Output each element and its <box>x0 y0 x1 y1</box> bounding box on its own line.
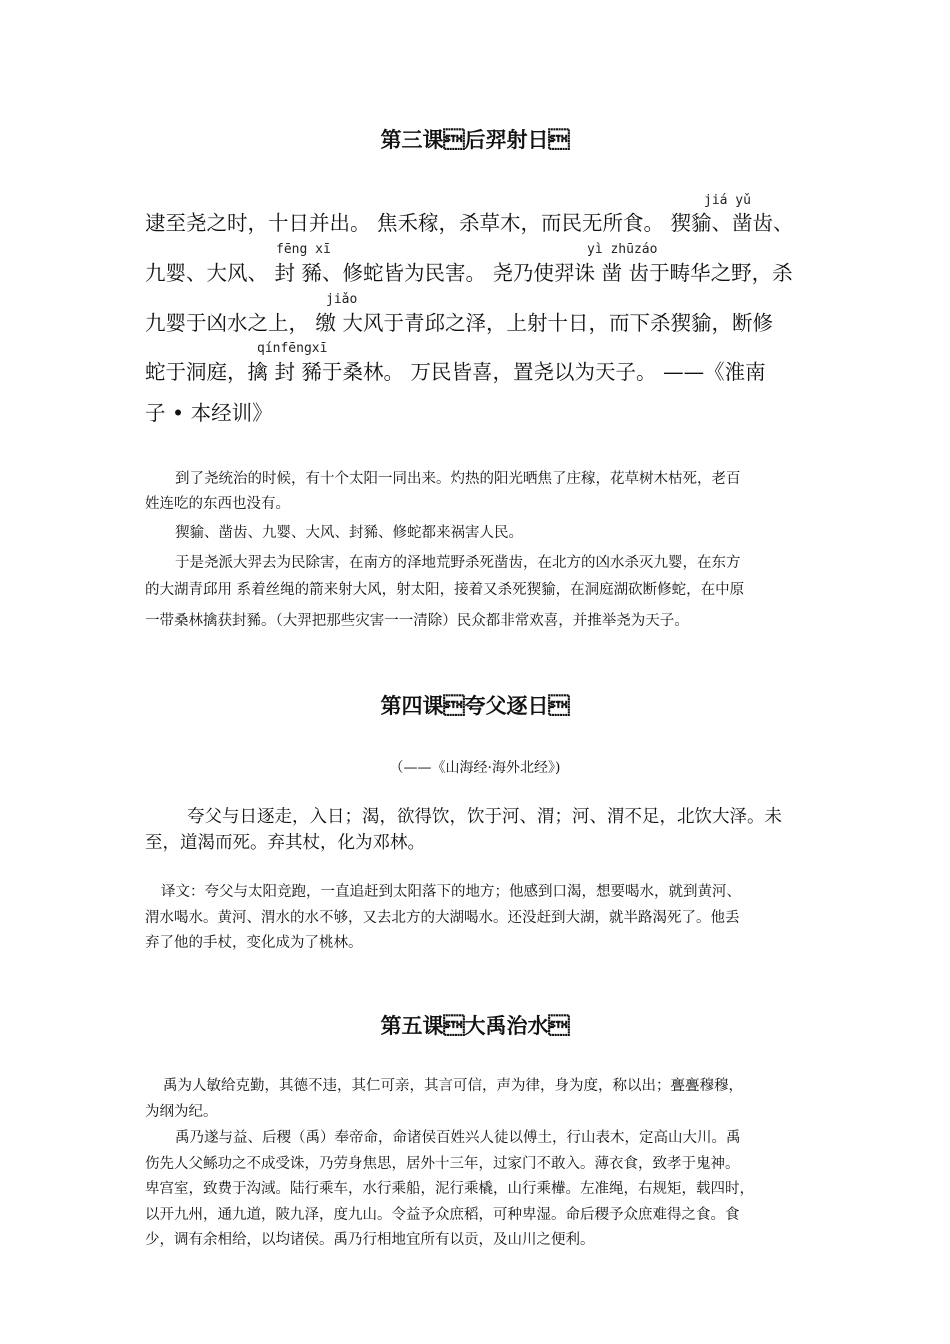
lesson3-text-line-5: 子 • 本经训》 <box>145 401 273 425</box>
pinyin-jiao: jiǎo <box>326 292 358 307</box>
lesson3-text-line-4: 蛇于洞庭，擒 封 豨于桑林。 万民皆喜，置尧以为天子。 ——《淮南 <box>145 360 766 384</box>
lesson5-text-line-4: 伤先人父鲧功之不成受诛，乃劳身焦思，居外十三年，过家门不敢入。薄衣食，致孝于鬼神。 <box>145 1156 740 1172</box>
lesson5-text-line-6: 以开九州，通九道，陂九泽，度九山。令益予众庶稻，可种卑湿。命后稷予众庶难得之食。食 <box>145 1207 740 1223</box>
lesson3-text-line-3: 九婴于凶水之上， 缴 大风于青邱之泽，上射十日，而下杀猰貐，断修 <box>145 311 774 335</box>
lesson3-text-line-1: 逮至尧之时，十日并出。 焦禾稼，杀草木，而民无所食。 猰貐、凿齿、 <box>145 211 794 235</box>
lesson5-text-line-5: 卑宫室，致费于沟淢。陆行乘车，水行乘船，泥行乘橇，山行乘檋。左准绳，右规矩，载四时， <box>145 1181 754 1197</box>
lesson3-translation-line-4: 于是尧派大羿去为民除害，在南方的泽地荒野杀死凿齿，在北方的凶水杀灭九婴，在东方 <box>175 555 741 571</box>
lesson5-text-line-1: 禹为人敏给克勤，其德不违，其仁可亲，其言可信，声为律，身为度，称以出；亹亹穆穆， <box>163 1078 743 1094</box>
lesson4-source: （——《山海经·海外北经》) <box>389 760 561 776</box>
lesson3-translation-line-1: 到了尧统治的时候，有十个太阳一同出来。灼热的阳光晒焦了庄稼，花草树木枯死，老百 <box>175 471 741 487</box>
lesson4-text-line-2: 至，道渴而死。弃其杖，化为邓林。 <box>145 833 425 853</box>
lesson3-text-line-2: 九婴、大风、 封 豨、修蛇皆为民害。 尧乃使羿诛 凿 齿于畴华之野，杀 <box>145 261 793 285</box>
lesson3-translation-line-2: 姓连吃的东西也没有。 <box>145 496 290 512</box>
lesson5-text-line-2: 为纲为纪。 <box>145 1104 218 1120</box>
pinyin-yizhuzao: yì zhūzáo <box>587 242 658 257</box>
lesson3-translation-line-5: 的大湖青邱用 系着丝绳的箭来射大风，射太阳，接着又杀死猰貐，在洞庭湖砍断修蛇，在中原 <box>145 582 745 598</box>
lesson5-text-line-7: 少，调有余相给，以均诸侯。禹乃行相地宜所有以贡，及山川之便利。 <box>145 1232 595 1248</box>
lesson5-title: 第五课大禹治水 <box>380 1015 570 1038</box>
lesson4-text-line-1: 夸父与日逐走，入日；渴，欲得饮，饮于河、渭；河、渭不足，北饮大泽。未 <box>187 807 782 827</box>
lesson4-translation-line-1: 译文：夸父与太阳竞跑，一直追赶到太阳落下的地方；他感到口渴，想要喝水，就到黄河、 <box>161 884 741 900</box>
lesson5-text-line-3: 禹乃遂与益、后稷（禹）奉帝命，命诸侯百姓兴人徒以傅土，行山表木，定高山大川。禹 <box>175 1130 741 1146</box>
pinyin-fengxi: fēng xī <box>276 242 331 257</box>
lesson4-translation-line-3: 弃了他的手杖，变化成为了桃林。 <box>145 935 363 951</box>
lesson3-translation-line-6: 一带桑林擒获封豨。（大羿把那些灾害一一清除）民众都非常欢喜，并推举尧为天子。 <box>145 613 689 629</box>
lesson3-title: 第三课后羿射日 <box>380 129 570 152</box>
lesson3-translation-line-3: 猰貐、凿齿、九婴、大风、封豨、修蛇都来祸害人民。 <box>175 525 523 541</box>
lesson4-title: 第四课夸父逐日 <box>380 695 570 718</box>
pinyin-qinfengxi: qínfēngxī <box>257 341 328 356</box>
lesson4-translation-line-2: 渭水喝水。黄河、渭水的水不够，又去北方的大湖喝水。还没赶到大湖，就半路渴死了。他丢 <box>145 910 740 926</box>
pinyin-jiayu: jiá yǔ <box>704 193 751 208</box>
